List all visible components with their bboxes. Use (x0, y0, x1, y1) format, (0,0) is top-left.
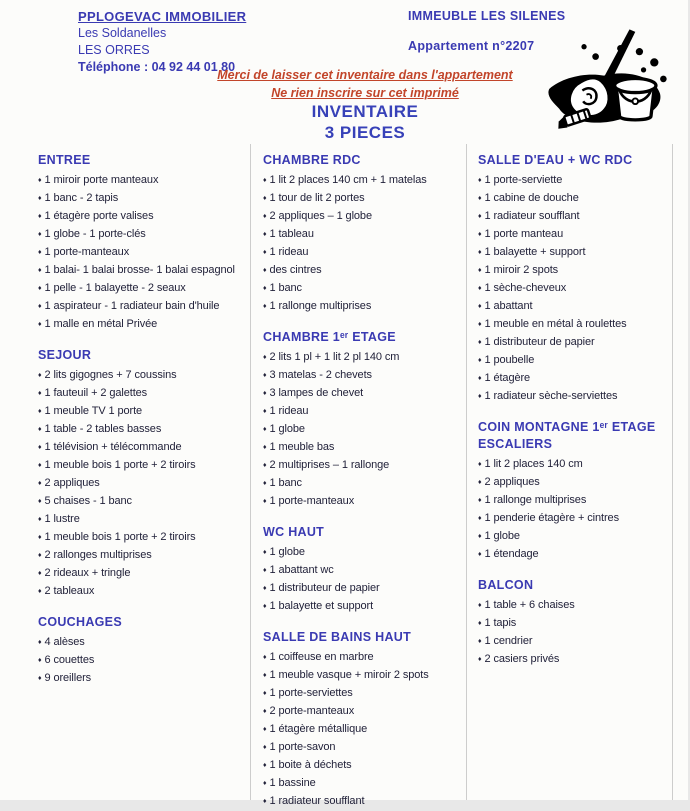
item-text: 2 tableaux (44, 585, 95, 597)
item-text: 1 étagère porte valises (44, 210, 154, 222)
bullet-icon: ♦ (38, 588, 42, 595)
column-1 (38, 152, 246, 688)
item-text: 3 matelas - 2 chevets (269, 369, 372, 381)
bullet-icon: ♦ (478, 620, 482, 627)
inventory-item (263, 649, 462, 667)
inventory-item (263, 475, 462, 493)
bullet-icon: ♦ (263, 285, 267, 292)
item-text: 1 étendage (484, 548, 539, 560)
inventory-item (38, 547, 246, 565)
bullet-icon: ♦ (38, 249, 42, 256)
bullet-icon: ♦ (263, 498, 267, 505)
bullet-icon: ♦ (478, 213, 482, 220)
inventory-item (263, 244, 462, 262)
item-text: 2 casiers privés (484, 653, 560, 665)
bullet-icon: ♦ (263, 480, 267, 487)
item-text: 1 globe (269, 423, 305, 435)
inventory-item (478, 456, 678, 474)
bullet-icon: ♦ (38, 534, 42, 541)
item-text: 1 balayette + support (484, 246, 586, 258)
inventory-item (263, 493, 462, 511)
inventory-item (263, 793, 462, 811)
bullet-icon: ♦ (478, 479, 482, 486)
bullet-icon: ♦ (263, 249, 267, 256)
inventory-item (263, 208, 462, 226)
item-text: 1 fauteuil + 2 galettes (44, 387, 148, 399)
section-title: SALLE DE BAINS HAUT (263, 630, 412, 644)
bullet-icon: ♦ (263, 798, 267, 805)
item-text: 1 porte-serviettes (269, 687, 353, 699)
item-text: 3 lampes de chevet (269, 387, 364, 399)
bullet-icon: ♦ (263, 603, 267, 610)
bullet-icon: ♦ (263, 408, 267, 415)
item-text: 1 abattant wc (269, 564, 334, 576)
inventory-item (478, 597, 678, 615)
inventory-item (38, 226, 246, 244)
item-text: 1 tapis (484, 617, 517, 629)
item-text: 1 rideau (269, 246, 309, 258)
inventory-item (478, 352, 678, 370)
section-couchages (38, 614, 246, 688)
item-text: 1 meuble bois 1 porte + 2 tiroirs (44, 459, 196, 471)
bullet-icon: ♦ (38, 303, 42, 310)
inventory-item (478, 528, 678, 546)
bullet-icon: ♦ (478, 195, 482, 202)
inventory-item (478, 633, 678, 651)
inventory-item (478, 226, 678, 244)
bullet-icon: ♦ (38, 444, 42, 451)
bullet-icon: ♦ (38, 639, 42, 646)
item-text: 1 balayette et support (269, 600, 374, 612)
inventory-item (478, 244, 678, 262)
item-text: 4 alèses (44, 636, 85, 648)
inventory-item (263, 298, 462, 316)
bullet-icon: ♦ (478, 231, 482, 238)
bullet-icon: ♦ (38, 285, 42, 292)
bullet-icon: ♦ (263, 267, 267, 274)
bullet-icon: ♦ (478, 551, 482, 558)
inventory-item (38, 208, 246, 226)
inventory-item (38, 172, 246, 190)
inventory-item (38, 367, 246, 385)
inventory-item (38, 439, 246, 457)
item-text: 6 couettes (44, 654, 95, 666)
inventory-item (478, 262, 678, 280)
section-title: CHAMBRE RDC (263, 153, 361, 167)
inventory-item (478, 388, 678, 406)
bullet-icon: ♦ (263, 744, 267, 751)
inventory-item (263, 721, 462, 739)
inventory-item (38, 475, 246, 493)
inventory-item (478, 492, 678, 510)
inventory-item (478, 316, 678, 334)
item-text: 2 lits gigognes + 7 coussins (44, 369, 177, 381)
item-text: 1 banc (269, 477, 302, 489)
section-salle-de-bains-haut (263, 629, 462, 811)
inventory-item (263, 172, 462, 190)
item-text: 1 globe (484, 530, 520, 542)
item-text: 1 abattant (484, 300, 533, 312)
bullet-icon: ♦ (478, 303, 482, 310)
cleaning-mop-bucket-icon (546, 24, 670, 138)
inventory-item (263, 562, 462, 580)
inventory-item (263, 349, 462, 367)
item-text: 1 table + 6 chaises (484, 599, 575, 611)
bullet-icon: ♦ (478, 602, 482, 609)
item-text: 1 pelle - 1 balayette - 2 seaux (44, 282, 186, 294)
item-text: 1 tour de lit 2 portes (269, 192, 365, 204)
inventory-item (263, 457, 462, 475)
section-title: CHAMBRE 1ᵉʳ ETAGE (263, 330, 396, 344)
section-entree (38, 152, 246, 334)
section-balcon (478, 577, 678, 669)
bullet-icon: ♦ (263, 303, 267, 310)
inventory-item (38, 529, 246, 547)
notice-line-1: Merci de laisser cet inventaire dans l'appartement (217, 68, 513, 82)
item-text: 1 lustre (44, 513, 80, 525)
inventory-item (263, 403, 462, 421)
item-text: 1 porte-savon (269, 741, 336, 753)
item-text: 1 miroir 2 spots (484, 264, 559, 276)
item-text: 1 meuble vasque + miroir 2 spots (269, 669, 429, 681)
page-title: INVENTAIRE (311, 102, 419, 121)
bullet-icon: ♦ (38, 231, 42, 238)
item-text: 1 télévision + télécommande (44, 441, 182, 453)
notice-line-2: Ne rien inscrire sur cet imprimé (271, 86, 459, 100)
inventory-item (263, 685, 462, 703)
bullet-icon: ♦ (38, 195, 42, 202)
bullet-icon: ♦ (263, 444, 267, 451)
bullet-icon: ♦ (38, 480, 42, 487)
item-text: 1 porte-manteaux (269, 495, 355, 507)
item-text: 5 chaises - 1 banc (44, 495, 132, 507)
bullet-icon: ♦ (478, 638, 482, 645)
bullet-icon: ♦ (478, 461, 482, 468)
bullet-icon: ♦ (263, 780, 267, 787)
section-chambre-1er-etage (263, 329, 462, 511)
bullet-icon: ♦ (478, 339, 482, 346)
item-text: 1 meuble en métal à roulettes (484, 318, 627, 330)
inventory-item (38, 316, 246, 334)
item-text: 2 rallonges multiprises (44, 549, 152, 561)
bullet-icon: ♦ (38, 657, 42, 664)
bullet-icon: ♦ (478, 249, 482, 256)
inventory-item (478, 651, 678, 669)
item-text: 2 porte-manteaux (269, 705, 355, 717)
bullet-icon: ♦ (478, 375, 482, 382)
bullet-icon: ♦ (478, 321, 482, 328)
item-text: 1 rallonge multiprises (269, 300, 372, 312)
apartment-number: Appartement n°2207 (408, 39, 535, 53)
bullet-icon: ♦ (38, 321, 42, 328)
bullet-icon: ♦ (263, 672, 267, 679)
item-text: 1 distributeur de papier (484, 336, 595, 348)
inventory-item (478, 474, 678, 492)
inventory-item (263, 775, 462, 793)
item-text: 1 tableau (269, 228, 314, 240)
bullet-icon: ♦ (478, 357, 482, 364)
item-text: 2 multiprises – 1 rallonge (269, 459, 390, 471)
item-text: 1 lit 2 places 140 cm (484, 458, 583, 470)
fold-line (466, 144, 467, 800)
inventory-item (38, 634, 246, 652)
bullet-icon: ♦ (38, 552, 42, 559)
bullet-icon: ♦ (38, 570, 42, 577)
item-text: 9 oreillers (44, 672, 92, 684)
bullet-icon: ♦ (478, 533, 482, 540)
item-text: 1 cendrier (484, 635, 533, 647)
inventory-item (38, 421, 246, 439)
bullet-icon: ♦ (38, 408, 42, 415)
inventory-item (478, 546, 678, 564)
inventory-item (478, 615, 678, 633)
inventory-item (263, 580, 462, 598)
inventory-item (478, 280, 678, 298)
inventory-item (38, 298, 246, 316)
item-text: 1 globe (269, 546, 305, 558)
inventory-item (263, 226, 462, 244)
inventory-item (38, 403, 246, 421)
inventory-item (478, 334, 678, 352)
inventory-item (263, 544, 462, 562)
bullet-icon: ♦ (263, 762, 267, 769)
item-text: 2 appliques – 1 globe (269, 210, 372, 222)
item-text: 1 sèche-cheveux (484, 282, 567, 294)
fold-line (250, 144, 251, 800)
bullet-icon: ♦ (263, 177, 267, 184)
bullet-icon: ♦ (263, 195, 267, 202)
bullet-icon: ♦ (38, 462, 42, 469)
item-text: 1 cabine de douche (484, 192, 579, 204)
bullet-icon: ♦ (38, 213, 42, 220)
inventory-item (263, 262, 462, 280)
item-text: 1 étagère (484, 372, 531, 384)
item-text: 2 appliques (44, 477, 100, 489)
bullet-icon: ♦ (263, 354, 267, 361)
bullet-icon: ♦ (263, 708, 267, 715)
item-text: 1 boite à déchets (269, 759, 352, 771)
item-text: 1 malle en métal Privée (44, 318, 158, 330)
item-text: 1 porte-manteaux (44, 246, 130, 258)
item-text: 2 appliques (484, 476, 540, 488)
agency-city: LES ORRES (78, 43, 150, 57)
item-text: 1 banc (269, 282, 302, 294)
item-text: 2 lits 1 pl + 1 lit 2 pl 140 cm (269, 351, 400, 363)
bullet-icon: ♦ (38, 177, 42, 184)
inventory-item (38, 670, 246, 688)
inventory-item (38, 652, 246, 670)
item-text: 1 coiffeuse en marbre (269, 651, 374, 663)
inventory-item (263, 739, 462, 757)
section-chambre-rdc (263, 152, 462, 316)
bullet-icon: ♦ (478, 267, 482, 274)
item-text: 1 distributeur de papier (269, 582, 380, 594)
inventory-item (38, 493, 246, 511)
item-text: 1 porte-serviette (484, 174, 563, 186)
item-text: 1 porte manteau (484, 228, 564, 240)
inventory-item (263, 367, 462, 385)
inventory-item (263, 757, 462, 775)
item-text: 1 table - 2 tables basses (44, 423, 162, 435)
item-text: 1 rallonge multiprises (484, 494, 587, 506)
item-text: 1 meuble bois 1 porte + 2 tiroirs (44, 531, 196, 543)
bullet-icon: ♦ (38, 426, 42, 433)
item-text: 1 meuble bas (269, 441, 335, 453)
bullet-icon: ♦ (263, 567, 267, 574)
inventory-item (263, 703, 462, 721)
column-3 (478, 152, 678, 669)
inventory-item (478, 208, 678, 226)
bullet-icon: ♦ (478, 497, 482, 504)
building-name: IMMEUBLE LES SILENES (408, 9, 566, 23)
bullet-icon: ♦ (263, 690, 267, 697)
item-text: 1 poubelle (484, 354, 535, 366)
bullet-icon: ♦ (478, 177, 482, 184)
inventory-item (38, 583, 246, 601)
inventory-item (478, 370, 678, 388)
item-text: 1 banc - 2 tapis (44, 192, 119, 204)
section-title: COUCHAGES (38, 615, 122, 629)
agency-phone: Téléphone : 04 92 44 01 80 (78, 60, 236, 74)
item-text: 1 globe - 1 porte-clés (44, 228, 146, 240)
item-text: 1 lit 2 places 140 cm + 1 matelas (269, 174, 427, 186)
section-title: SEJOUR (38, 348, 92, 362)
section-coin-montagne-escaliers (478, 419, 678, 564)
inventory-item (263, 385, 462, 403)
item-text: 1 meuble TV 1 porte (44, 405, 143, 417)
page-subtitle: 3 PIECES (324, 123, 406, 142)
inventory-item (263, 667, 462, 685)
bullet-icon: ♦ (263, 231, 267, 238)
section-sejour (38, 347, 246, 601)
item-text: 1 balai- 1 balai brosse- 1 balai espagnol (44, 264, 235, 276)
bullet-icon: ♦ (263, 726, 267, 733)
bullet-icon: ♦ (478, 393, 482, 400)
item-text: 1 miroir porte manteaux (44, 174, 159, 186)
inventory-item (263, 421, 462, 439)
bullet-icon: ♦ (263, 585, 267, 592)
section-wc-haut (263, 524, 462, 616)
bullet-icon: ♦ (38, 267, 42, 274)
inventory-item (263, 598, 462, 616)
inventory-item (478, 190, 678, 208)
section-title: BALCON (478, 578, 534, 592)
section-title: SALLE D'EAU + WC RDC (478, 153, 633, 167)
section-title: WC HAUT (263, 525, 325, 539)
section-salle-d-eau-wc-rdc (478, 152, 678, 406)
bullet-icon: ♦ (478, 285, 482, 292)
inventory-item (38, 244, 246, 262)
inventory-item (38, 457, 246, 475)
inventory-item (38, 565, 246, 583)
bullet-icon: ♦ (263, 549, 267, 556)
item-text: 1 radiateur soufflant (484, 210, 580, 222)
item-text: des cintres (269, 264, 322, 276)
building-block (408, 8, 565, 54)
inventory-item (263, 190, 462, 208)
bullet-icon: ♦ (263, 390, 267, 397)
inventory-item (263, 280, 462, 298)
inventory-item (38, 262, 246, 280)
item-text: 1 radiateur soufflant (269, 795, 365, 807)
item-text: 1 aspirateur - 1 radiateur bain d'huile (44, 300, 220, 312)
section-title: COIN MONTAGNE 1ᵉʳ ETAGE ESCALIERS (478, 420, 656, 451)
bullet-icon: ♦ (38, 390, 42, 397)
bullet-icon: ♦ (38, 498, 42, 505)
bullet-icon: ♦ (263, 462, 267, 469)
bullet-icon: ♦ (263, 213, 267, 220)
inventory-item (478, 510, 678, 528)
column-2 (263, 152, 462, 811)
inventory-item (478, 298, 678, 316)
bullet-icon: ♦ (263, 654, 267, 661)
inventory-item (478, 172, 678, 190)
bullet-icon: ♦ (263, 372, 267, 379)
bullet-icon: ♦ (38, 372, 42, 379)
inventory-item (38, 280, 246, 298)
inventory-item (38, 511, 246, 529)
bullet-icon: ♦ (38, 675, 42, 682)
bullet-icon: ♦ (478, 515, 482, 522)
item-text: 1 bassine (269, 777, 316, 789)
inventory-item (38, 385, 246, 403)
item-text: 1 penderie étagère + cintres (484, 512, 619, 524)
item-text: 1 étagère métallique (269, 723, 368, 735)
agency-name: PPLOGEVAC IMMOBILIER (78, 9, 247, 24)
bullet-icon: ♦ (263, 426, 267, 433)
item-text: 1 rideau (269, 405, 309, 417)
inventory-item (263, 439, 462, 457)
item-text: 1 radiateur sèche-serviettes (484, 390, 618, 402)
section-title: ENTREE (38, 153, 91, 167)
agency-address-line: Les Soldanelles (78, 26, 167, 40)
bullet-icon: ♦ (478, 656, 482, 663)
inventory-item (38, 190, 246, 208)
item-text: 2 rideaux + tringle (44, 567, 131, 579)
bullet-icon: ♦ (38, 516, 42, 523)
